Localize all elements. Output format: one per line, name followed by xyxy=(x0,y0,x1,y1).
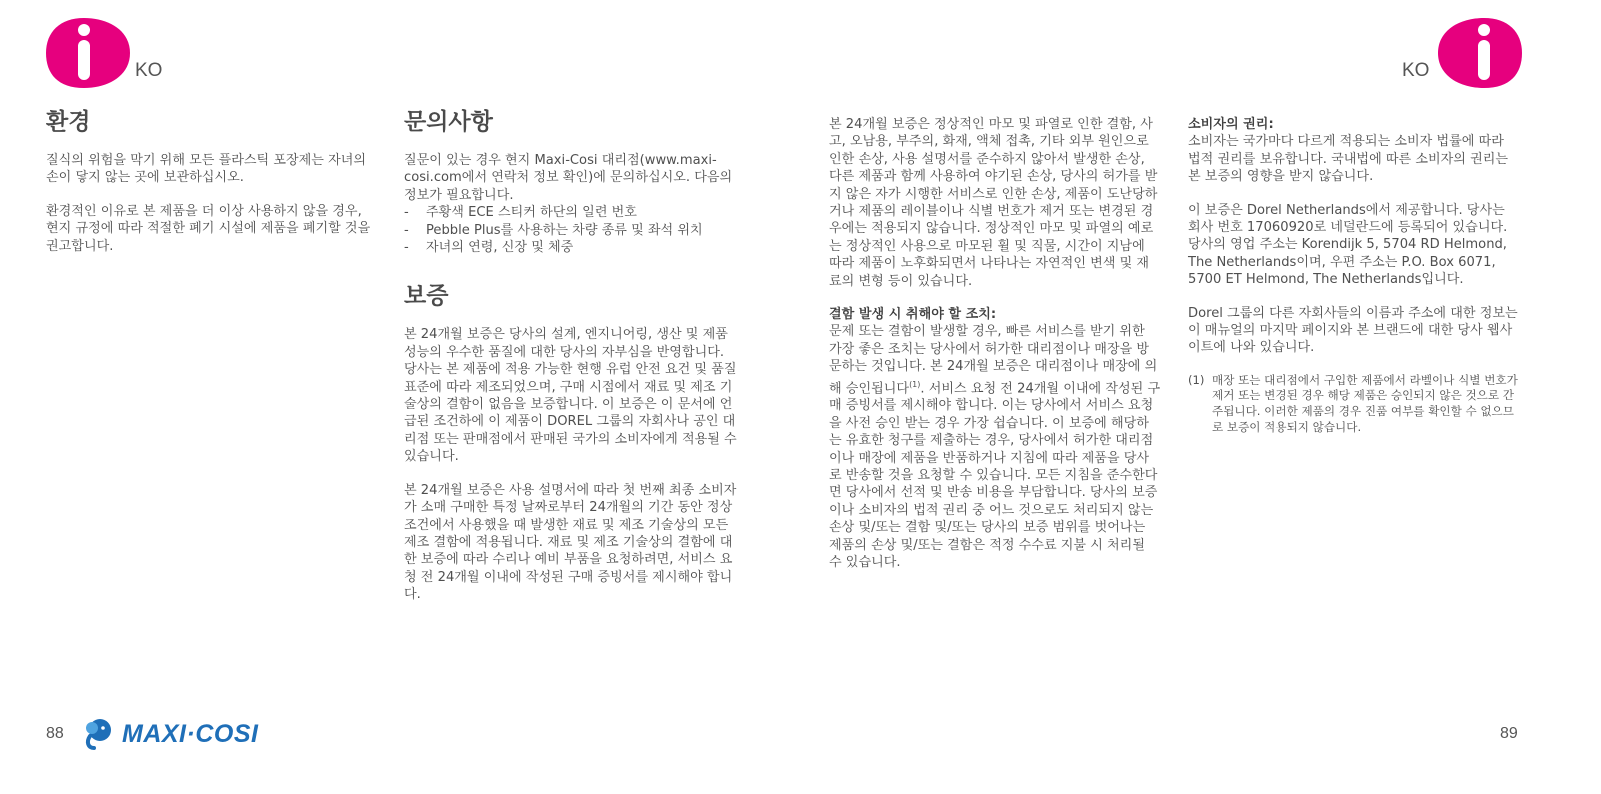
info-badge-right xyxy=(1436,16,1524,90)
rights-heading: 소비자의 권리: xyxy=(1188,117,1274,132)
warranty-paragraph: 본 24개월 보증은 당사의 설계, 엔지니어링, 생산 및 제품 성능의 우수한 품질에 대한 당사의 자부심을 반영합니다. 당사는 본 제품에 적용 가능한 현행 유럽 안전 요건 및 품질 표준에 따라 제조되었으며, 구매 시점에서 재료 및 제조 기술상의 결함이 없음을 보증합니다. 이 보증은 이 문서에 언급된 조건하에 이 제품이 DOREL 그룹의 자회사나 공인 대리점 또는 판매점에서 판매된 국가의 소비자에게 적용될 수 있습니다. xyxy=(404,327,737,465)
list-item: - 자녀의 연령, 신장 및 체중 xyxy=(404,240,574,256)
environment-paragraph: 질식의 위험을 막기 위해 모든 플라스틱 포장제는 자녀의 손이 닿지 않는 곳에 보관하십시오. xyxy=(46,153,367,186)
info-badge-left xyxy=(44,16,132,90)
maxi-cosi-logo xyxy=(82,716,258,752)
warranty-paragraph: 본 24개월 보증은 사용 설명서에 따라 첫 번째 최종 소비자가 소매 구매한 특정 날짜로부터 24개월의 기간 동안 정상 조건에서 사용했을 때 발생한 재료 및 제조 기술상의 모든 제조 결함에 적용됩니다. 재료 및 제조 기술상의 결함에 대한 보증에 따라 수리나 예비 부품을 요청하려면, 서비스 요청 전 24개월 이내에 작성된 구매 증빙서를 제시해야 합니다. xyxy=(404,482,737,603)
warranty-exclusions-paragraph: 본 24개월 보증은 정상적인 마모 및 파열로 인한 결함, 사고, 오남용, 부주의, 화재, 액체 접촉, 기타 외부 원인으로 인한 손상, 사용 설명서를 준수하지 않아서 발생한 손상, 다른 제품과 함께 사용하여 야기된 손상, 당사의 허가를 받지 않은 자가 시행한 서비스로 인한 손상, 제품이 도난당하거나 제품의 레이블이나 식별 번호가 제거 또는 변경된 경우에는 적용되지 않습니다. 정상적인 마모 및 파열의 예로는 정상적인 사용으로 마모된 휠 및 직물, 시간이 지남에 따라 제품이 노후화되면서 나타나는 자연적인 변색 및 재료의 변형 등이 있습니다. xyxy=(829,117,1158,289)
footnote-mark: (1) xyxy=(1188,372,1205,387)
environment-section xyxy=(46,108,376,271)
defect-procedure: 결함 발생 시 취해야 할 조치: 문제 또는 결함이 발생할 경우, 빠른 서비스를 받기 위한 가장 좋은 조치는 당사에서 허가한 대리점이나 매장을 방문하는 것입니다. 본 24개월 보증은 대리점이나 매장에 의해 승인됩니다$^{(1)}$. 서비스 요청 전 24개월 이내에 작성된 구매 증빙서를 제시해야 합니다. 이는 당사에서 서비스 요청을 사전 승인 받는 경우 가장 쉽습니다. 이 보증에 해당하는 유효한 청구를 제출하는 경우, 당사에서 허가한 대리점이나 매장에 제품을 반품하거나 지침에 따라 제품을 당사로 반송할 것을 요청할 수 있습니다. 모든 지침을 준수한다면 당사에서 선적 및 반송 비용을 부담합니다. 당사의 보증이나 소비자의 법적 권리 중 어느 것으로도 처리되지 않는 손상 및/또는 결함 및/또는 당사의 보증 범위를 벗어나는 제품의 손상 및/또는 결함은 적정 수수료 지불 시 처리될 수 있습니다. xyxy=(829,307,1161,571)
page-number-right: 89 xyxy=(1500,725,1518,742)
inquiries-intro: 질문이 있는 경우 현지 Maxi-Cosi 대리점(www.maxi-cosi.com에서 연락처 정보 확인)에 문의하십시오. 다음의 정보가 필요합니다. xyxy=(404,153,733,203)
footnote-reference: (1) xyxy=(909,379,921,389)
brand-name: MAXI·COSI xyxy=(122,719,259,748)
list-item: - 주황색 ECE 스티커 하단의 일련 번호 xyxy=(404,205,637,221)
info-icon xyxy=(1436,16,1524,90)
environment-title: 환경 xyxy=(46,109,91,135)
warranty-exclusions-section xyxy=(829,116,1161,588)
environment-paragraph: 환경적인 이유로 본 제품을 더 이상 사용하지 않을 경우, 현지 규정에 따라 적절한 폐기 시설에 제품을 폐기할 것을 권고합니다. xyxy=(46,203,371,254)
language-code-left: KO xyxy=(135,60,163,81)
inquiries-warranty-section xyxy=(404,108,740,620)
language-code-right: KO xyxy=(1402,60,1430,81)
inquiries-title: 문의사항 xyxy=(404,109,493,135)
warranty-title: 보증 xyxy=(404,283,449,310)
inquiries-list xyxy=(404,204,740,256)
elephant-icon xyxy=(82,716,118,752)
group-info: Dorel 그룹의 다른 자회사들의 이름과 주소에 대한 정보는 이 매뉴얼의 마지막 페이지와 본 브랜드에 대한 당사 웹사이트에 나와 있습니다. xyxy=(1188,305,1518,356)
company-info: 이 보증은 Dorel Netherlands에서 제공합니다. 당사는 회사 번호 17060920로 네덜란드에 등록되어 있습니다. 당사의 영업 주소는 Korendijk 5, 5704 RD Helmond, The Netherlands이며, 우편 주소는 P.O. Box 6071, 5700 ET Helmond, The Netherlands입니다. xyxy=(1188,202,1508,288)
footnote: (1) 매장 또는 대리점에서 구입한 제품에서 라벨이나 식별 번호가 제거 또는 변경된 경우 해당 제품은 승인되지 않은 것으로 간주됩니다. 이러한 제품의 경우 진품 여부를 확인할 수 없으므로 보증이 적용되지 않습니다. xyxy=(1188,372,1518,434)
list-item: - Pebble Plus를 사용하는 차량 종류 및 좌석 위치 xyxy=(404,222,703,238)
defect-heading: 결함 발생 시 취해야 할 조치: xyxy=(829,307,997,323)
info-icon xyxy=(44,16,132,90)
consumer-rights-section xyxy=(1188,116,1520,435)
consumer-rights: 소비자의 권리: 소비자는 국가마다 다르게 적용되는 소비자 법률에 따라 법적 권리를 보유합니다. 국내법에 따른 소비자의 권리는 본 보증의 영향을 받지 않습니다. xyxy=(1188,116,1520,186)
page-number-left: 88 xyxy=(46,725,64,742)
